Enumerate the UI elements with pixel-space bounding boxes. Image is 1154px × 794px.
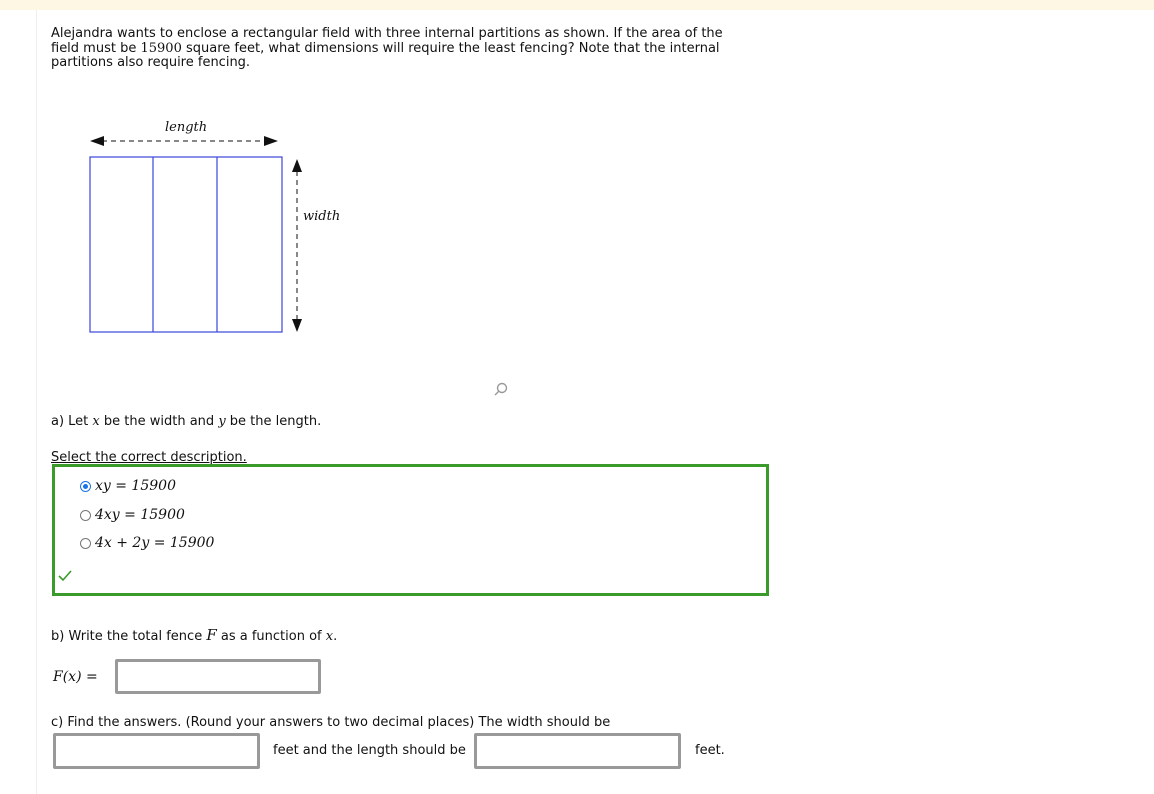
radio-option-2[interactable]: [80, 510, 91, 521]
field-rectangle: [90, 157, 282, 332]
width-arrow-up: [292, 159, 302, 172]
part-c-prompt: c) Find the answers. (Round your answers to two decimal places) The width should be: [51, 715, 611, 730]
option-1[interactable]: [80, 478, 176, 494]
radio-option-3[interactable]: [80, 538, 91, 549]
problem-statement: Alejandra wants to enclose a rectangular field with three internal partitions as shown. If the area of the field must be 15900 square feet, what dimensions will require the least fencing? Note that the internal partitions also require fencing.: [51, 26, 723, 70]
option-3-label: 4x + 2y = 15900: [95, 535, 215, 551]
length-label: length: [165, 120, 208, 135]
feet-text: feet.: [695, 743, 725, 758]
between-text: feet and the length should be: [273, 743, 466, 758]
width-label: width: [303, 209, 341, 224]
length-arrow-right: [264, 136, 278, 146]
radio-option-1[interactable]: [80, 481, 91, 492]
width-arrow-down: [292, 319, 302, 332]
option-2[interactable]: [80, 507, 185, 523]
fx-input[interactable]: [115, 659, 321, 694]
left-divider: [36, 10, 37, 794]
field-diagram: [80, 114, 360, 344]
area-value: 15900: [140, 40, 182, 56]
fx-label: F(x) =: [53, 669, 98, 685]
part-a-prompt: a) Let x be the width and y be the length.: [51, 414, 322, 429]
width-input[interactable]: [53, 733, 260, 769]
top-banner: [0, 0, 1154, 10]
length-input[interactable]: [474, 733, 681, 769]
option-2-label: 4xy = 15900: [95, 507, 185, 523]
check-icon: [58, 570, 72, 582]
select-prompt: Select the correct description.: [51, 450, 247, 465]
search-icon[interactable]: [492, 381, 510, 399]
length-arrow-left: [90, 136, 104, 146]
option-3[interactable]: [80, 535, 214, 551]
option-1-label: xy = 15900: [95, 478, 176, 494]
part-b-prompt: b) Write the total fence F as a function of x.: [51, 626, 338, 644]
